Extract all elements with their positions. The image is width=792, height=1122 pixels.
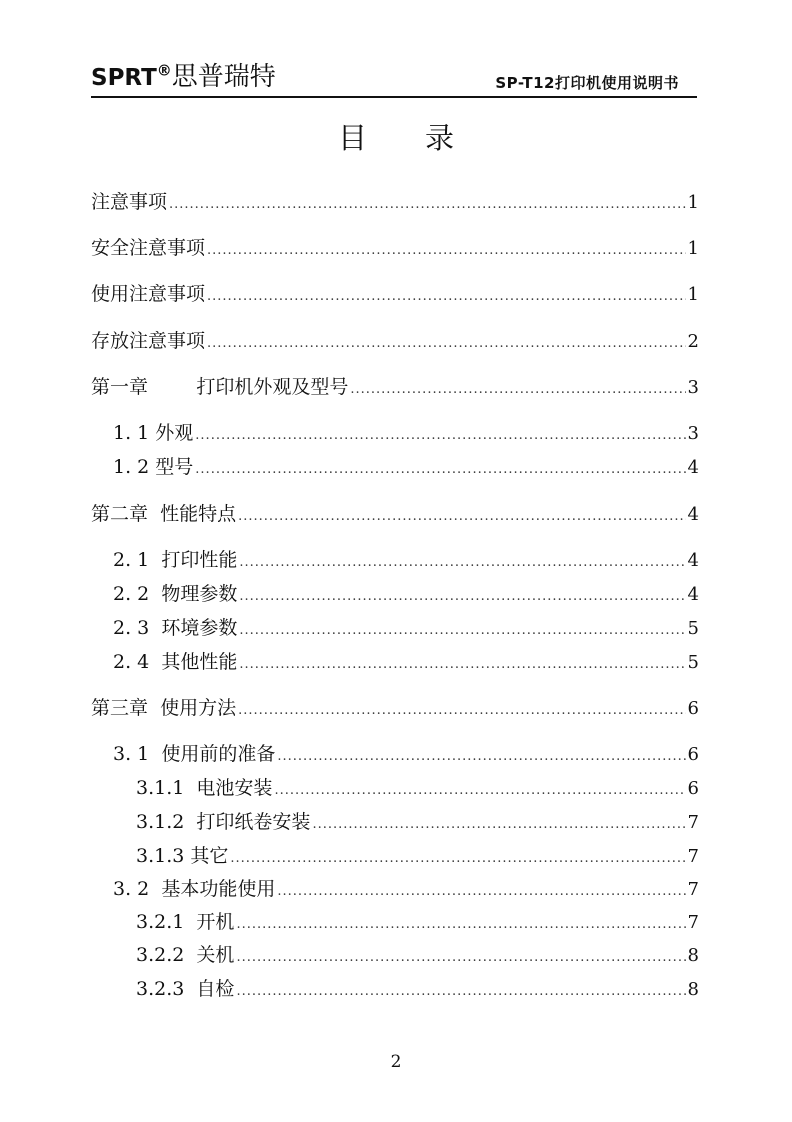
toc-leader-dots — [239, 653, 685, 677]
toc-entry-page: 7 — [687, 812, 699, 833]
toc-entry[interactable] — [113, 548, 699, 575]
toc-entry[interactable] — [91, 190, 699, 217]
toc-entry-label: 第一章 打印机外观及型号 — [91, 376, 349, 398]
toc-entry-page: 7 — [687, 912, 699, 933]
toc-entry-label: 3.1.3 其它 — [136, 845, 229, 867]
toc-entry[interactable] — [113, 455, 699, 482]
toc-entry-label: 2. 2 物理参数 — [113, 583, 238, 605]
toc-leader-dots — [236, 946, 685, 970]
toc-entry[interactable] — [113, 650, 699, 677]
toc-entry[interactable] — [113, 616, 699, 643]
toc-entry-page: 6 — [687, 744, 699, 765]
toc-entry-label: 2. 1 打印性能 — [113, 549, 238, 571]
toc-heading-char-1: 目 — [337, 121, 367, 155]
toc-leader-dots — [238, 699, 685, 723]
toc-leader-dots — [239, 551, 685, 575]
toc-entry-label: 安全注意事项 — [91, 237, 206, 259]
toc-entry[interactable] — [91, 329, 699, 356]
toc-entry[interactable] — [113, 421, 699, 448]
toc-entry-label: 存放注意事项 — [91, 330, 206, 352]
toc-leader-dots — [239, 585, 685, 609]
toc-leader-dots — [236, 913, 685, 937]
toc-entry-label: 2. 3 环境参数 — [113, 617, 238, 639]
toc-entry[interactable] — [136, 844, 699, 871]
brand-latin: SPRT — [91, 65, 157, 91]
toc-entry-page: 1 — [687, 192, 699, 213]
toc-entry-page: 2 — [687, 331, 699, 352]
toc-entry[interactable] — [113, 582, 699, 609]
toc-entry-page: 5 — [687, 652, 699, 673]
toc-entry-label: 注意事项 — [91, 191, 168, 213]
toc-entry[interactable] — [136, 977, 699, 1004]
toc-leader-dots — [238, 505, 685, 529]
page-number: 2 — [390, 1052, 402, 1072]
toc-leader-dots — [207, 285, 686, 309]
toc-entry[interactable] — [91, 375, 699, 402]
toc-entry-page: 7 — [687, 879, 699, 900]
toc-entry-page: 8 — [687, 945, 699, 966]
toc-entry-label: 2. 4 其他性能 — [113, 651, 238, 673]
brand-chinese: 思普瑞特 — [171, 62, 276, 92]
toc-entry-page: 4 — [687, 504, 699, 525]
registered-mark: ® — [156, 61, 172, 80]
toc-leader-dots — [169, 193, 686, 217]
toc-entry-page: 3 — [687, 423, 699, 444]
toc-entry-label: 3.2.1 开机 — [136, 911, 235, 933]
toc-entry-label: 第三章 使用方法 — [91, 697, 237, 719]
toc-entry[interactable] — [136, 910, 699, 937]
toc-entry-page: 3 — [687, 377, 699, 398]
brand-logo — [91, 56, 276, 93]
toc-entry[interactable] — [91, 282, 699, 309]
page-header — [91, 58, 697, 98]
toc-entry-page: 4 — [687, 550, 699, 571]
toc-leader-dots — [195, 424, 685, 448]
toc-heading-char-2: 录 — [425, 121, 455, 155]
toc-entry[interactable] — [91, 236, 699, 263]
toc-entry[interactable] — [113, 877, 699, 904]
toc-leader-dots — [195, 458, 685, 482]
toc-leader-dots — [207, 332, 686, 356]
toc-entry-label: 3.1.2 打印纸卷安装 — [136, 811, 311, 833]
toc-entry-label: 3.1.1 电池安装 — [136, 777, 273, 799]
toc-leader-dots — [236, 980, 685, 1004]
toc-entry-label: 使用注意事项 — [91, 283, 206, 305]
toc-heading — [0, 116, 792, 157]
toc-entry-page: 5 — [687, 618, 699, 639]
toc-entry[interactable] — [91, 502, 699, 529]
toc-entry[interactable] — [113, 742, 699, 769]
toc-entry-label: 3. 1 使用前的准备 — [113, 743, 276, 765]
toc-entry-page: 7 — [687, 846, 699, 867]
toc-leader-dots — [239, 619, 685, 643]
toc-leader-dots — [207, 239, 686, 263]
toc-entry[interactable] — [91, 696, 699, 723]
toc-entry-page: 8 — [687, 979, 699, 1000]
toc-entry[interactable] — [136, 810, 699, 837]
document-title: SP-T12打印机使用说明书 — [495, 74, 679, 92]
toc-leader-dots — [277, 880, 685, 904]
toc-leader-dots — [274, 779, 685, 803]
toc-entry-label: 3.2.2 关机 — [136, 944, 235, 966]
toc-entry-page: 6 — [687, 778, 699, 799]
toc-entry-label: 3. 2 基本功能使用 — [113, 878, 276, 900]
toc-entry-page: 1 — [687, 238, 699, 259]
toc-entry[interactable] — [136, 943, 699, 970]
toc-entry-page: 6 — [687, 698, 699, 719]
toc-leader-dots — [312, 813, 685, 837]
toc-entry-label: 1. 2 型号 — [113, 456, 194, 478]
toc-entry[interactable] — [136, 776, 699, 803]
toc-entry-page: 1 — [687, 284, 699, 305]
toc-entry-page: 4 — [687, 457, 699, 478]
toc-leader-dots — [277, 745, 685, 769]
toc-leader-dots — [230, 847, 685, 871]
toc-entry-page: 4 — [687, 584, 699, 605]
toc-entry-label: 1. 1 外观 — [113, 422, 194, 444]
toc-leader-dots — [350, 378, 685, 402]
toc-entry-label: 第二章 性能特点 — [91, 503, 237, 525]
toc-entry-label: 3.2.3 自检 — [136, 978, 235, 1000]
